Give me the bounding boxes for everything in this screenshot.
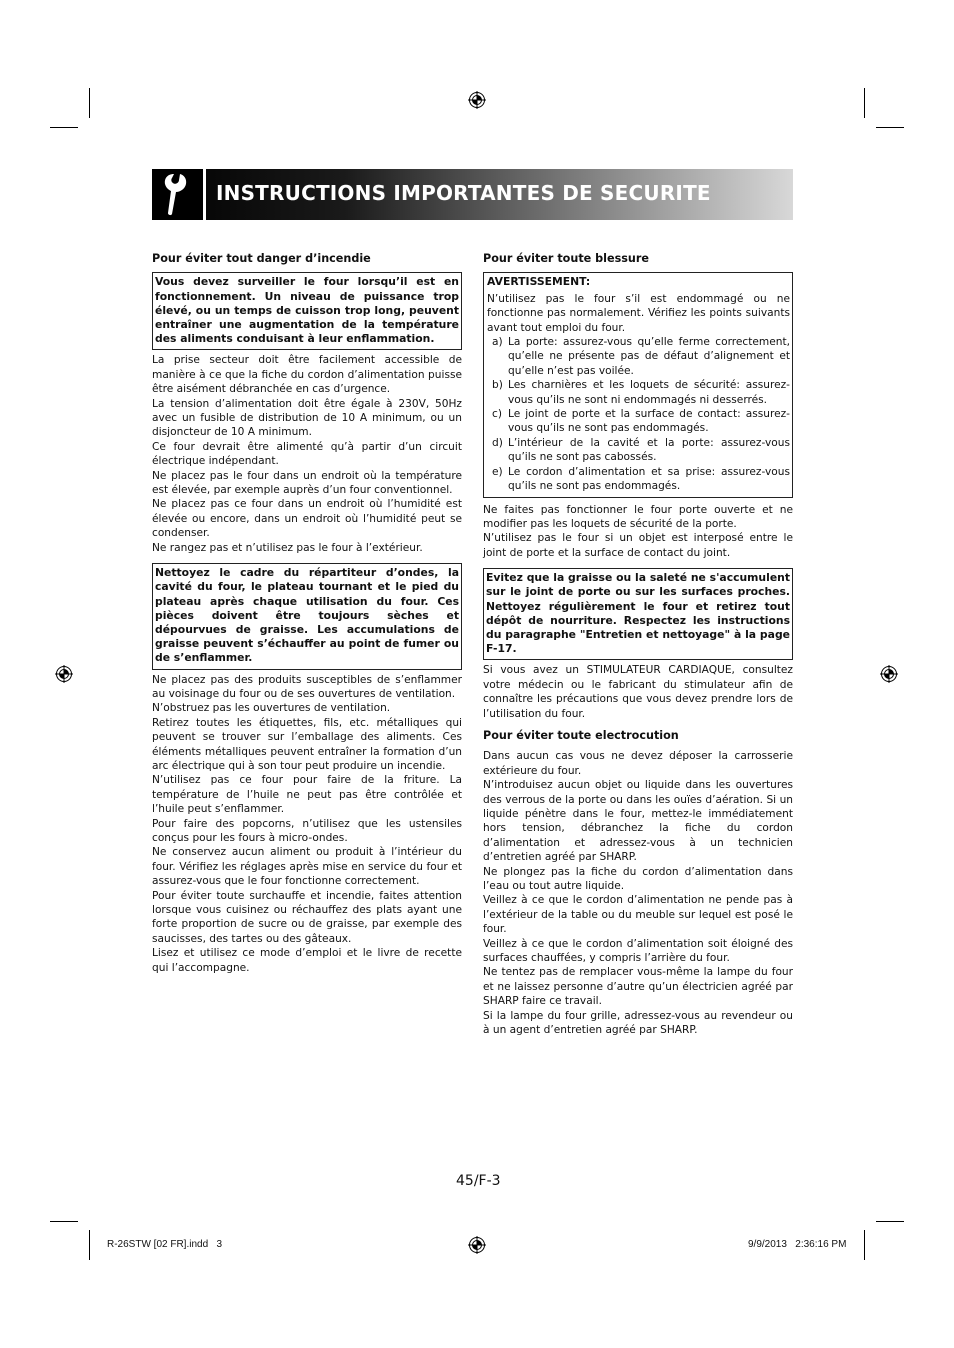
paragraph: N’obstruez pas les ouvertures de ventilation. xyxy=(152,702,391,715)
page-number: 45/F-3 xyxy=(456,1173,501,1189)
crop-mark xyxy=(50,1221,78,1222)
crop-mark xyxy=(864,1230,865,1260)
registration-mark-icon xyxy=(55,665,73,683)
right-column xyxy=(483,252,793,1038)
registration-mark-icon xyxy=(468,91,486,109)
wrench-icon xyxy=(152,169,203,220)
warning-list xyxy=(487,335,790,493)
date-info: 9/9/2013 2:36:16 PM xyxy=(748,1239,847,1250)
paragraph: Retirez toutes les étiquettes, fils, etc. métalliques qui peuvent se trouver sur l’emballage des aliments. Ces éléments métalliques peuvent entraîner la formation d’un arc électrique qui à son tour peut produire un incendie. xyxy=(152,716,462,772)
paragraph: Veillez à ce que le cordon d’alimentation soit éloigné des surfaces chauffées, y compris l’arrière du four. xyxy=(483,937,793,965)
paragraph: Ne placez pas des produits susceptibles de s’enflammer au voisinage du four ou de ses ouvertures de ventilation. xyxy=(152,673,462,700)
section-banner xyxy=(152,169,793,220)
paragraph: N’utilisez pas ce four pour faire de la friture. La température de l’huile ne peut pas être contrôlée et l’huile peut s’enflammer. xyxy=(152,774,462,816)
paragraph: Ne placez pas ce four dans un endroit où l’humidité est élevée ou encore, dans un endroit où l’humidité peut se condenser. xyxy=(152,498,462,540)
paragraph: Ne faites pas fonctionner le four porte ouverte et ne modifier pas les loquets de sécurité de la porte. xyxy=(483,503,793,530)
registration-mark-icon xyxy=(468,1236,486,1254)
crop-mark xyxy=(89,1230,90,1260)
electrocution-heading: Pour éviter toute electrocution xyxy=(483,728,679,742)
crop-mark xyxy=(89,88,90,118)
paragraph: Ne plongez pas la fiche du cordon d’alimentation dans l’eau ou tout autre liquide. xyxy=(483,865,793,893)
warning-box xyxy=(483,272,793,497)
paragraph: Pour faire des popcorns, n’utilisez que les ustensiles conçus pour les fours à micro-ondes. xyxy=(152,817,462,844)
paragraph: N’utilisez pas le four si un objet est interposé entre le joint de porte et la surface de contact du joint. xyxy=(483,532,793,559)
paragraph: La tension d’alimentation doit être égale à 230V, 50Hz avec un fusible de distribution de 10 A minimum, ou un disjoncteur de 10 A minimum. xyxy=(152,397,462,439)
banner-divider xyxy=(203,169,206,220)
injury-heading: Pour éviter toute blessure xyxy=(483,252,649,265)
list-item: a) La porte: assurez-vous qu’elle ferme correctement, qu’elle ne présente pas de défaut d’alignement et qu’elle n’est pas voilée. xyxy=(492,336,790,377)
paragraph: Lisez et utilisez ce mode d’emploi et le livre de recette qui l’accompagne. xyxy=(152,947,462,974)
paragraph: Ne conservez aucun aliment ou produit à l’intérieur du four. Vérifiez les réglages après mise en service du four et assurez-vous que le four fonctionne correctement. xyxy=(152,846,462,888)
crop-mark xyxy=(876,1221,904,1222)
paragraph: Ne tentez pas de remplacer vous-même la lampe du four et ne laissez personne d’autre qu’un électricien agréé par SHARP faire ce travail. xyxy=(483,966,793,1008)
paragraph: Veillez à ce que le cordon d’alimentation ne pende pas à l’extérieur de la table ou du meuble sur lequel est posé le four. xyxy=(483,894,793,936)
left-column xyxy=(152,252,462,975)
fire-safety-text-2 xyxy=(152,673,462,976)
paragraph: Ce four devrait être alimenté qu’à partir d’un circuit électrique indépendant. xyxy=(152,440,462,468)
paragraph: Ne rangez pas et n’utilisez pas le four à l’extérieur. xyxy=(152,541,423,554)
paragraph: N’introduisez aucun objet ou liquide dans les ouvertures des verrous de la porte ou dans les ouïes d’aération. Si un liquide pénètre dans le four, mettez-le immédiatement hors tension, débranchez la fiche du cordon d’alimentation et adressez-vous à un technicien d’entretien agréé par SHARP. xyxy=(483,779,793,864)
crop-mark xyxy=(864,88,865,118)
paragraph: Ne placez pas le four dans un endroit où la température est élevée, par exemple auprès d’un four conventionnel. xyxy=(152,469,462,497)
list-item: e) Le cordon d’alimentation et sa prise: assurez-vous qu’ils ne sont pas endommagés. xyxy=(492,465,790,493)
crop-mark xyxy=(876,127,904,128)
grease-warning-box: Evitez que la graisse ou la saleté ne s'accumulent sur le joint de porte ou sur les surfaces proches. Nettoyez régulièrement le four et retirez tout dépôt de nourriture. Respectez les instructions du paragraphe "Entretien et nettoyage" à la page F-17. xyxy=(483,568,793,660)
paragraph: Dans aucun cas vous ne devez déposer la carrosserie extérieure du four. xyxy=(483,750,793,777)
list-item: b) Les charnières et les loquets de sécurité: assurez-vous qu’ils ne sont ni endommagés ni desserrés. xyxy=(492,379,790,406)
fire-safety-heading: Pour éviter tout danger d’incendie xyxy=(152,252,371,265)
fire-warning-box: Vous devez surveiller le four lorsqu’il est en fonctionnement. Un niveau de puissance trop élevé, ou un temps de cuisson trop long, peuvent entraîner une augmentation de la température des aliments conduisant à leur enflammation. xyxy=(152,272,462,350)
paragraph: La prise secteur doit être facilement accessible de manière à ce que la fiche du cordon d’alimentation puisse être aisément débranchée en cas d’urgence. xyxy=(152,354,462,396)
registration-mark-icon xyxy=(880,665,898,683)
file-info: R-26STW [02 FR].indd 3 xyxy=(107,1239,223,1250)
pacemaker-paragraph: Si vous avez un STIMULATEUR CARDIAQUE, consultez votre médecin ou le fabricant du stimulateur afin de connaître les précautions que vous devez prendre lors de l’utilisation du four. xyxy=(483,664,793,720)
warning-title: AVERTISSEMENT: xyxy=(487,275,591,289)
crop-mark xyxy=(50,127,78,128)
list-item: d) L’intérieur de la cavité et la porte: assurez-vous qu’ils ne sont pas cabossés. xyxy=(492,436,790,464)
list-item: c) Le joint de porte et la surface de contact: assurez-vous qu’ils ne sont pas endommagés. xyxy=(492,408,790,435)
warning-intro: N’utilisez pas le four s’il est endommagé ou ne fonctionne pas normalement. Vérifiez les points suivants avant tout emploi du four. xyxy=(487,292,790,334)
fire-safety-text-1 xyxy=(152,353,462,555)
paragraph: Pour éviter toute surchauffe et incendie, faites attention lorsque vous cuisinez ou réchauffez des plats ayant une forte proportion de sucre ou de graisse, par exemple des saucisses, des tartes ou des gâteaux. xyxy=(152,889,462,945)
paragraph: Si la lampe du four grille, adressez-vous au revendeur ou à un agent d’entretien agréé par SHARP. xyxy=(483,1009,793,1037)
cleaning-warning-box: Nettoyez le cadre du répartiteur d’ondes, la cavité du four, le plateau tournant et le pied du plateau après chaque utilisation du four. Ces pièces doivent être toujours sèches et dépourvues de graisse. Les accumulations de graisse peuvent s’échauffer au point de fumer ou de s’enflammer. xyxy=(152,563,462,669)
page-title: INSTRUCTIONS IMPORTANTES DE SECURITE xyxy=(216,181,711,205)
